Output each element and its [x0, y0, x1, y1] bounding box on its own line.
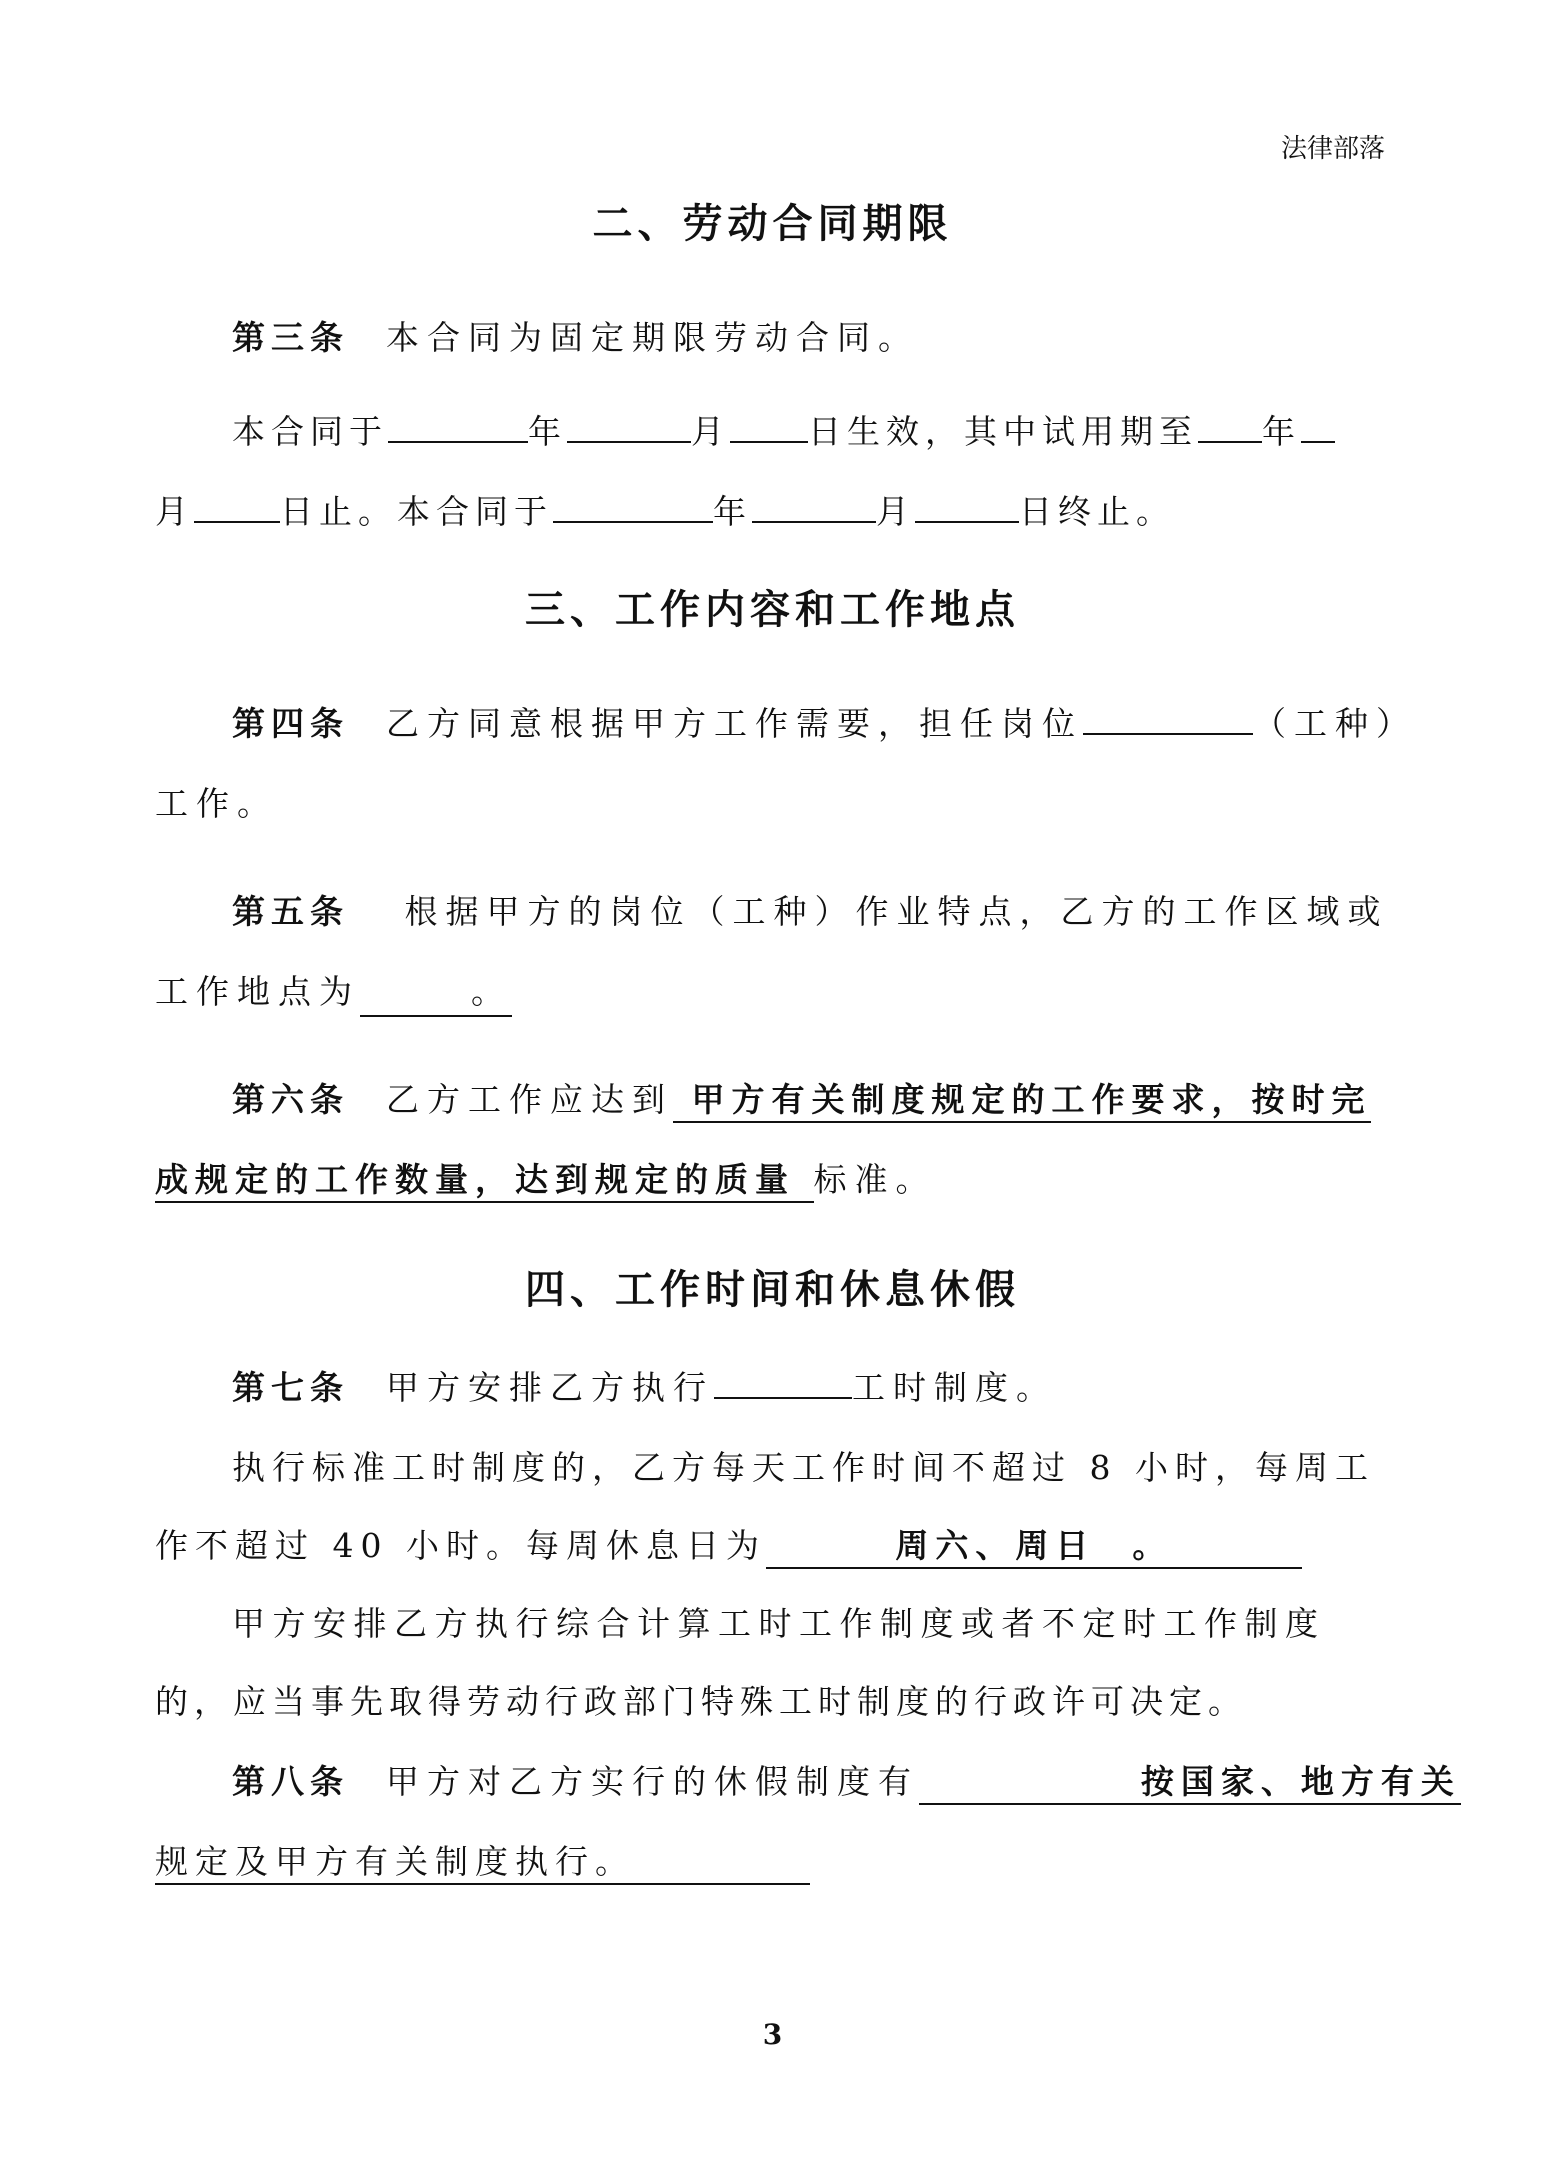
article-7-line1	[232, 1362, 1057, 1409]
article-6-line2	[155, 1154, 937, 1201]
section-heading-work: 三、工作内容和工作地点	[525, 587, 1020, 633]
article-8-leave-1	[919, 1762, 1461, 1805]
article-7-text: 甲方安排乙方执行	[385, 1368, 714, 1407]
leave-text-1: 按国家、地方有关	[1140, 1762, 1461, 1801]
text-terminate: 日终止。	[1019, 492, 1175, 531]
article-7-para3-line1: 甲方安排乙方执行综合计算工时工作制度或者不定时工作制度	[232, 1604, 1326, 1643]
requirement-text-1: 甲方有关制度规定的工作要求，按时完	[691, 1080, 1372, 1119]
blank-work-location[interactable]	[360, 966, 512, 1017]
rest-days-value	[766, 1526, 1302, 1569]
section-heading-hours: 四、工作时间和休息休假	[525, 1267, 1020, 1313]
page-number: 3	[762, 2018, 783, 2051]
text-standard: 标准。	[813, 1160, 937, 1199]
page-header: 法律部落	[1280, 134, 1385, 164]
blank-probation-year[interactable]	[1198, 411, 1262, 443]
article-4-label: 第四条	[232, 704, 349, 743]
article-5-line2	[155, 966, 512, 1017]
rest-days-end: 。	[1132, 1526, 1173, 1565]
article-3-label: 第三条	[232, 318, 349, 357]
article-8-label: 第八条	[232, 1762, 349, 1801]
article-8-text: 甲方对乙方实行的休假制度有	[385, 1762, 919, 1801]
text-period: 。	[471, 972, 512, 1011]
article-5-line1	[232, 886, 1388, 933]
leave-text-2: 规定及甲方有关制度执行。	[155, 1842, 635, 1881]
article-3-line2	[232, 406, 1335, 453]
article-5-label: 第五条	[232, 892, 349, 931]
text-year-2: 年	[1262, 412, 1301, 451]
article-5-text: 根据甲方的岗位（工种）作业特点，乙方的工作区域或	[404, 892, 1389, 931]
text-end: 日止。本合同于	[280, 492, 553, 531]
article-4-text: 乙方同意根据甲方工作需要，担任岗位	[385, 704, 1083, 743]
blank-end-day[interactable]	[915, 491, 1019, 523]
blank-probation-month[interactable]	[1301, 411, 1335, 443]
article-6-requirement-1	[673, 1080, 1372, 1123]
article-6-line1	[232, 1074, 1371, 1121]
article-8-leave-2	[155, 1842, 810, 1885]
requirement-text-2: 成规定的工作数量，达到规定的质量	[155, 1160, 795, 1199]
blank-start-day[interactable]	[730, 411, 808, 443]
article-7-para2-line1: 执行标准工时制度的，乙方每天工作时间不超过 8 小时，每周工	[232, 1448, 1375, 1487]
article-8-line1	[232, 1756, 1461, 1803]
blank-end-month[interactable]	[752, 491, 876, 523]
text-work-location: 工作地点为	[155, 972, 360, 1011]
article-7-para3-line2: 的，应当事先取得劳动行政部门特殊工时制度的行政许可决定。	[155, 1682, 1247, 1721]
article-4-line2: 工作。	[155, 784, 278, 823]
blank-hours-system[interactable]	[714, 1367, 852, 1399]
article-3-text: 本合同为固定期限劳动合同。	[385, 318, 919, 357]
rest-days-text: 周六、周日	[895, 1526, 1096, 1565]
article-6-requirement-2	[155, 1160, 814, 1203]
text-start-date: 本合同于	[232, 412, 388, 451]
text-year-3: 年	[713, 492, 752, 531]
blank-position[interactable]	[1083, 703, 1253, 735]
text-job-type: （工种）	[1252, 704, 1417, 743]
blank-probation-day[interactable]	[194, 491, 280, 523]
article-6-label: 第六条	[232, 1080, 349, 1119]
article-7-para2-line2	[155, 1520, 1302, 1567]
article-3-line3	[155, 486, 1175, 533]
blank-start-year[interactable]	[388, 411, 528, 443]
article-8-line2	[155, 1836, 810, 1883]
text-year: 年	[528, 412, 567, 451]
article-6-text: 乙方工作应达到	[385, 1080, 673, 1119]
text-effective: 日生效，其中试用期至	[808, 412, 1198, 451]
blank-end-year[interactable]	[553, 491, 713, 523]
article-4-line1	[232, 698, 1417, 745]
text-month-3: 月	[876, 492, 915, 531]
article-3-line1	[232, 312, 919, 359]
text-month-2: 月	[155, 492, 194, 531]
text-rest-days: 作不超过 40 小时。每周休息日为	[155, 1526, 766, 1565]
blank-start-month[interactable]	[567, 411, 691, 443]
section-heading-term: 二、劳动合同期限	[592, 201, 953, 247]
text-hours-system: 工时制度。	[851, 1368, 1057, 1407]
article-7-label: 第七条	[232, 1368, 349, 1407]
text-month: 月	[691, 412, 730, 451]
